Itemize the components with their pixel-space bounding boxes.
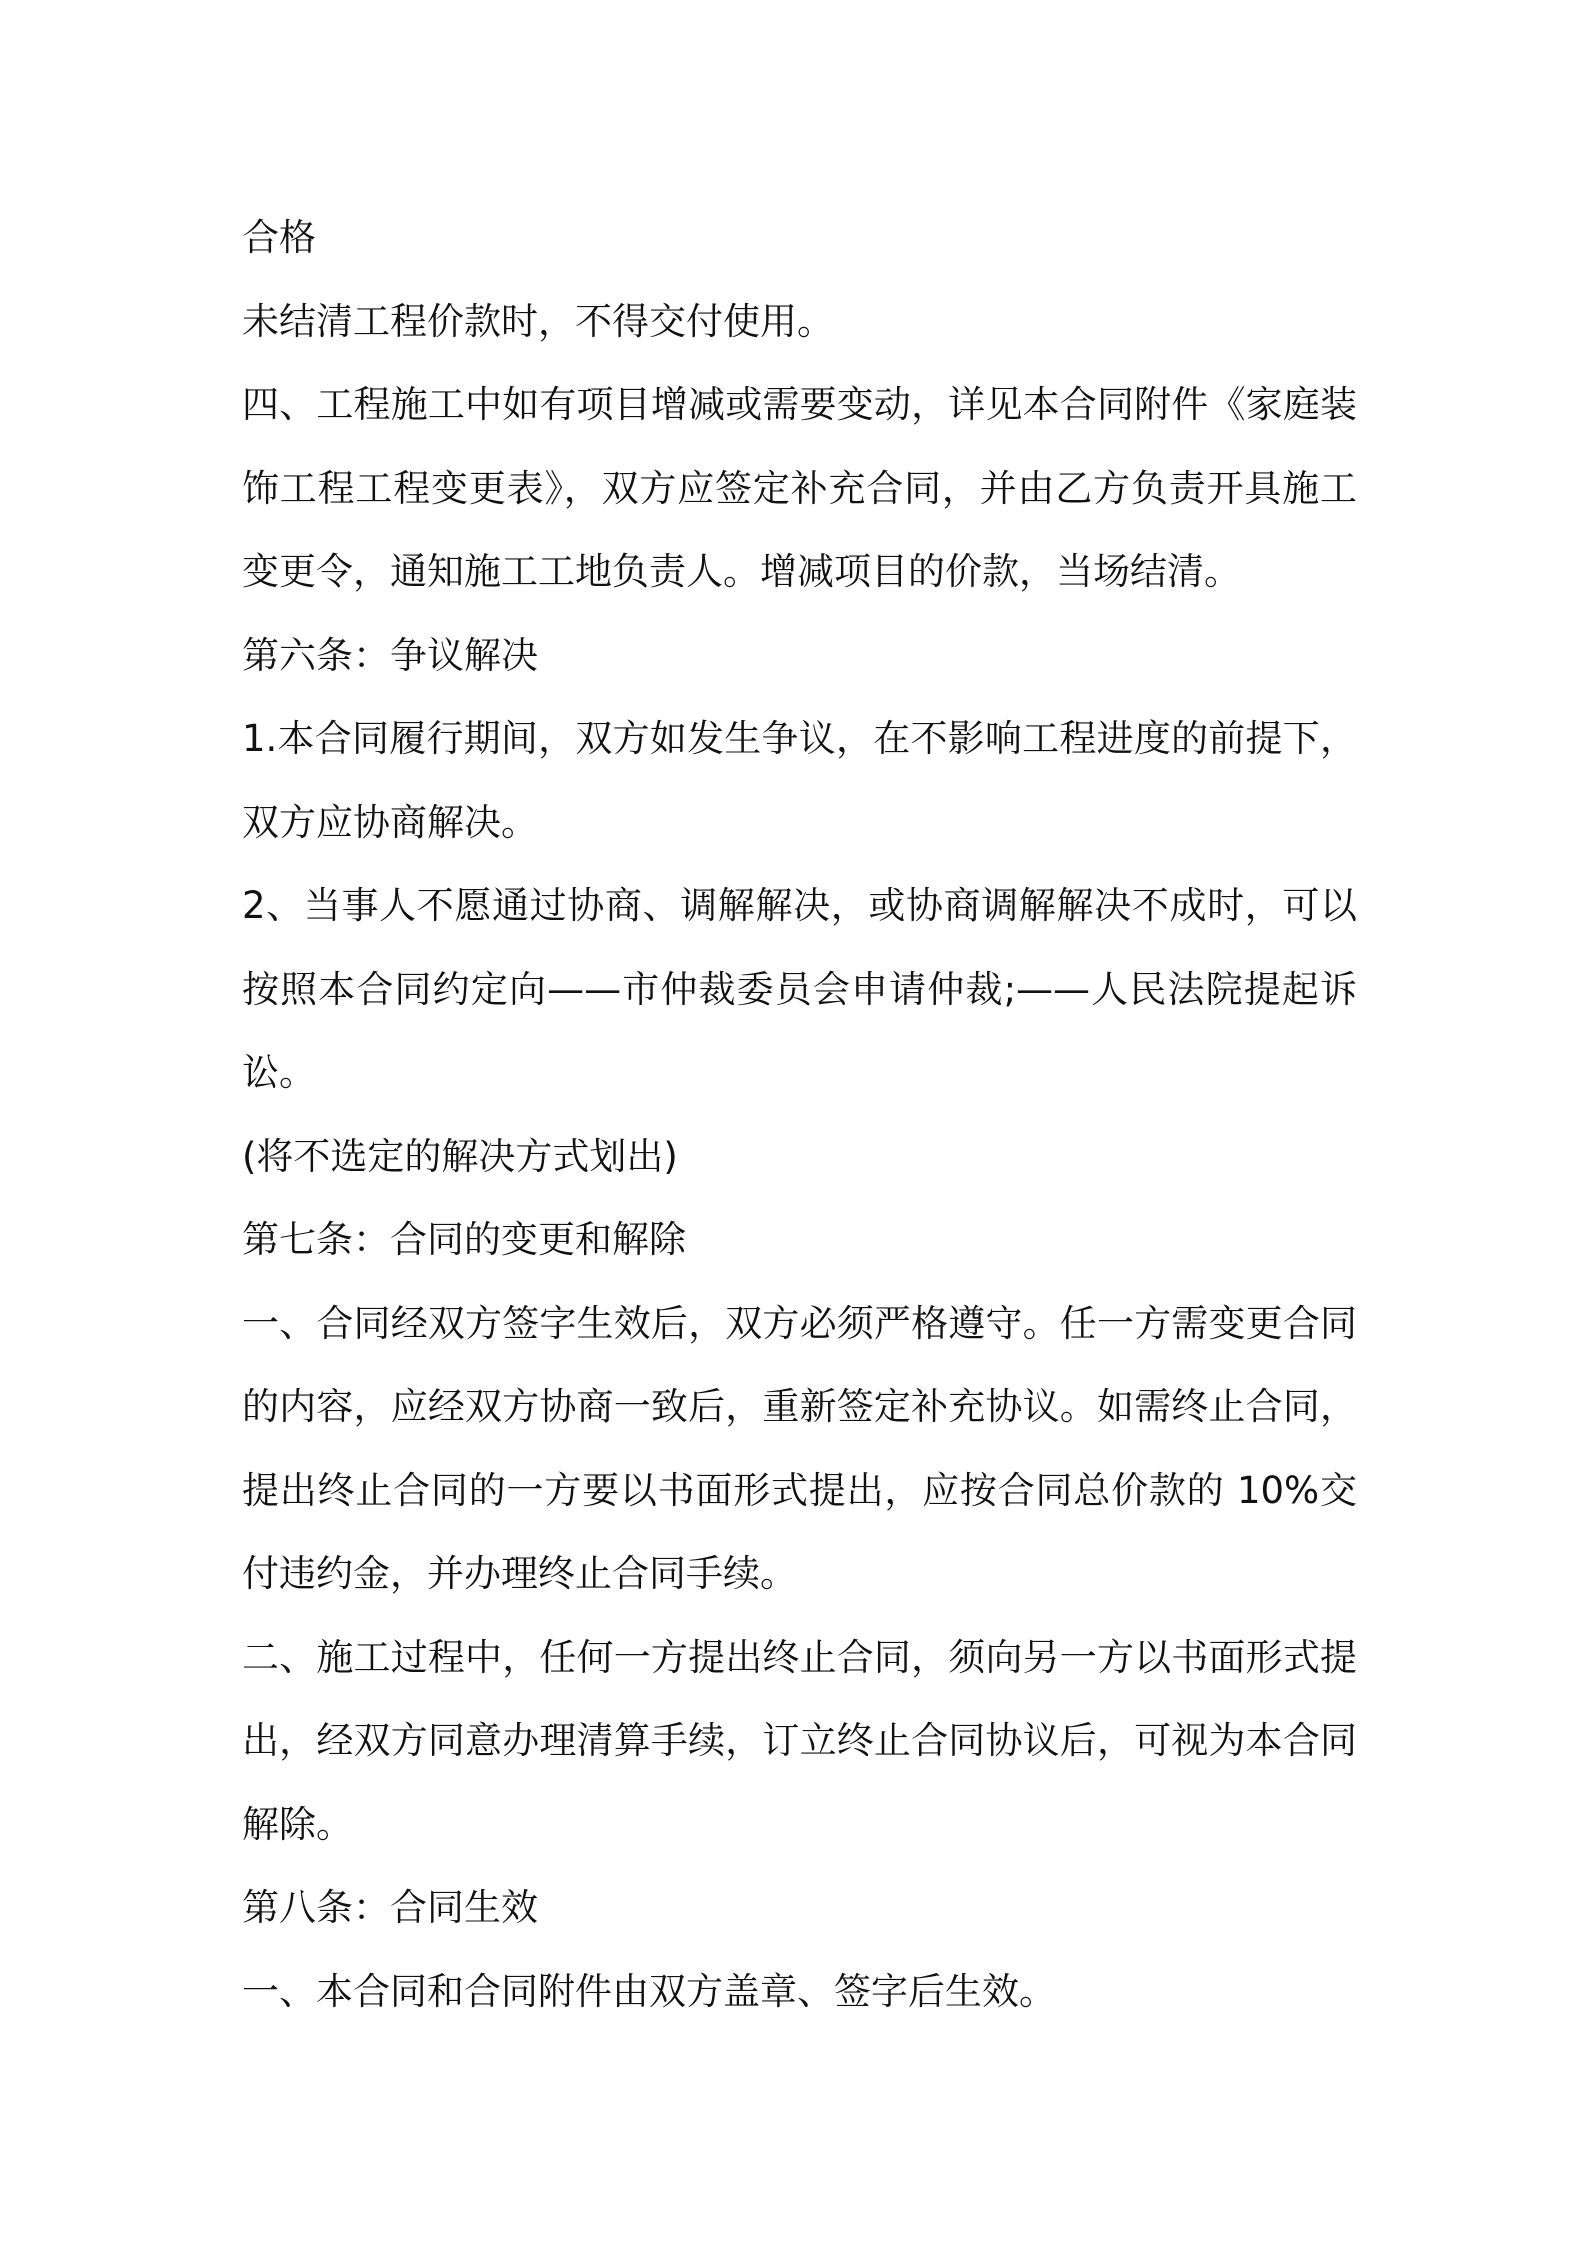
paragraph-termination-during-construction: 二、施工过程中，任何一方提出终止合同，须向另一方以书面形式提出，经双方同意办理清算手续，订立终止合同协议后，可视为本合同解除。	[242, 1635, 1357, 1846]
paragraph-qualified: 合格	[242, 216, 316, 259]
heading-article-8-effectiveness: 第八条：合同生效	[242, 1886, 538, 1929]
paragraph-effective-upon-signing: 一、本合同和合同附件由双方盖章、签字后生效。	[242, 1969, 1056, 2013]
document-body	[242, 196, 1357, 2033]
paragraph-payment-before-delivery: 未结清工程价款时，不得交付使用。	[242, 299, 834, 343]
paragraph-project-changes: 四、工程施工中如有项目增减或需要变动，详见本合同附件《家庭装饰工程工程变更表》，双方应签定补充合同，并由乙方负责开具施工变更令，通知施工工地负责人。增减项目的价款，当场结清。	[242, 383, 1357, 593]
paragraph-contract-change: 一、合同经双方签字生效后，双方必须严格遵守。任一方需变更合同的内容，应经双方协商一致后，重新签定补充协议。如需终止合同，提出终止合同的一方要以书面形式提出，应按合同总价款的 10%交付违约金，并办理终止合同手续。	[242, 1301, 1357, 1595]
paragraph-arbitration-litigation: 2、当事人不愿通过协商、调解解决，或协商调解解决不成时，可以按照本合同约定向——市仲裁委员会申请仲裁;——人民法院提起诉讼。	[242, 884, 1357, 1094]
paragraph-dispute-negotiation: 1.本合同履行期间，双方如发生争议，在不影响工程进度的前提下，双方应协商解决。	[242, 717, 1357, 844]
heading-article-7-change-termination: 第七条：合同的变更和解除	[242, 1218, 686, 1261]
paragraph-strike-out-note: (将不选定的解决方式划出)	[242, 1134, 678, 1178]
heading-article-6-dispute-resolution: 第六条：争议解决	[242, 633, 538, 677]
